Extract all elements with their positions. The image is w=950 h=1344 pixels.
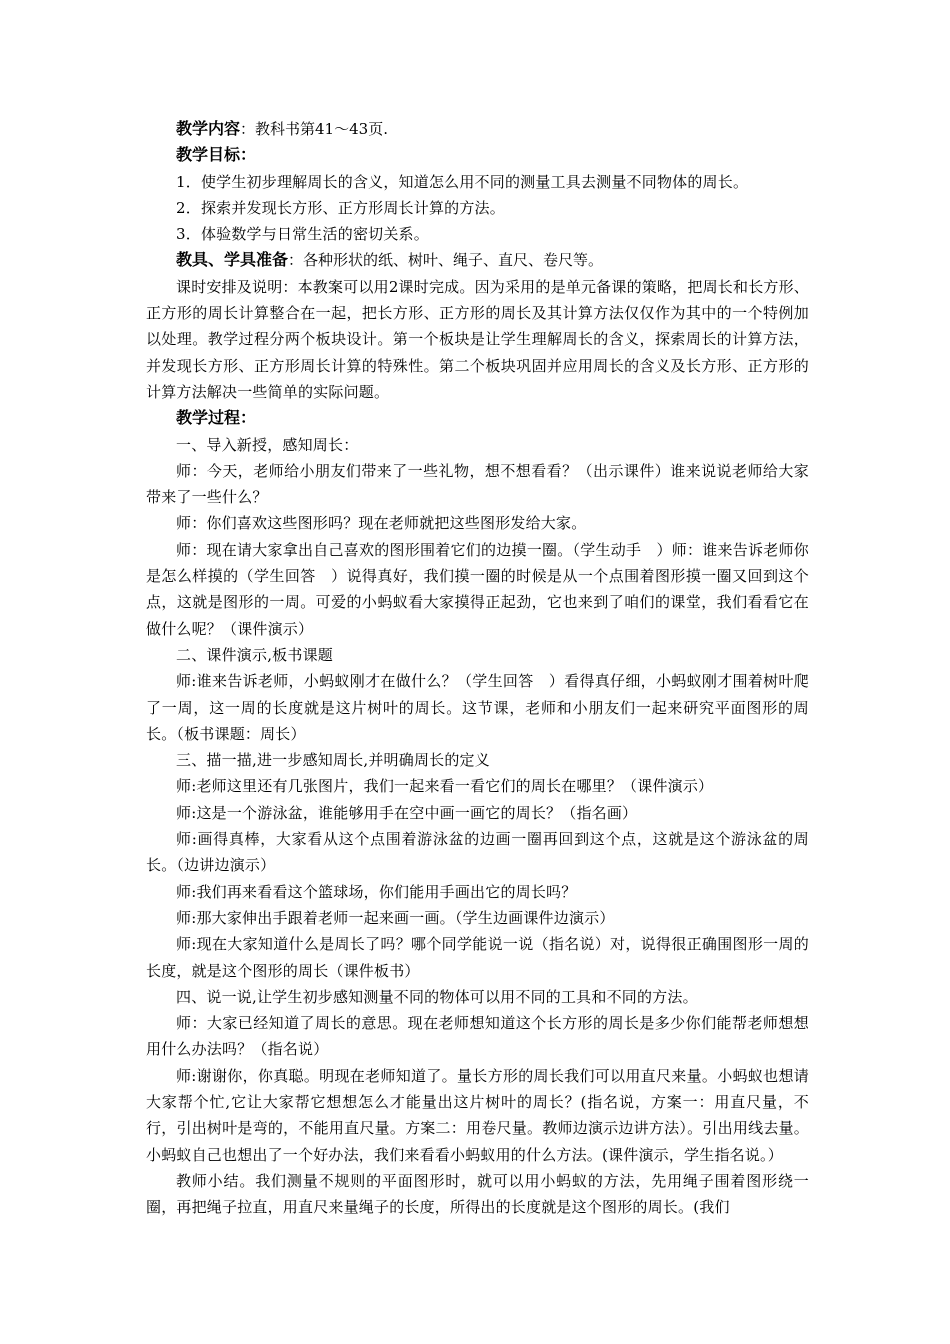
arrangement-paragraph: 课时安排及说明：本教案可以用2课时完成。因为采用的是单元备课的策略，把周长和长方形、正方形的周长计算整合在一起，把长方形、正方形的周长及其计算方法仅仅作为其中的一个特例加以处理。教学过程分两个板块设计。第一个板块是让学生理解周长的含义，探索周长的计算方法，并发现长方形、正方形周长计算的特殊性。第二个板块巩固并应用周长的含义及长方形、正方形的计算方法解决一些简单的实际问题。 bbox=[146, 277, 809, 401]
goal-item: 1．使学生初步理解周长的含义，知道怎么用不同的测量工具去测量不同物体的周长。 bbox=[176, 172, 749, 191]
content-heading: 教学内容 bbox=[176, 119, 241, 138]
goals-heading: 教学目标 bbox=[176, 145, 241, 165]
goal-item: 2．探索并发现长方形、正方形周长计算的方法。 bbox=[176, 198, 505, 217]
paragraph: 师:这是一个游泳盆，谁能够用手在空中画一画它的周长？（指名画） bbox=[176, 803, 638, 822]
paragraph: 师:谢谢你，你真聪。明现在老师知道了。量长方形的周长我们可以用直尺来量。小蚂蚁也想请大家帮个忙,它让大家帮它想想怎么才能量出这片树叶的周长？(指名说，方案一：用直尺量，不行，引出树叶是弯的，不能用直尺量。方案二：用卷尺量。教师边演示边讲方法）。引出用线去量。小蚂蚁自己也想出了一个好办法，我们来看看小蚂蚁用的什么方法。(课件演示，学生指名说。） bbox=[146, 1066, 809, 1164]
tools-text: ：各种形状的纸、树叶、绳子、直尺、卷尺等。 bbox=[288, 251, 604, 270]
paragraph: 师:现在大家知道什么是周长了吗？哪个同学能说一说（指名说）对，说得很正确围图形一周的长度，就是这个图形的周长（课件板书） bbox=[146, 935, 809, 980]
paragraph: 师：大家已经知道了周长的意思。现在老师想知道这个长方形的周长是多少你们能帮老师想想用什么办法吗？（指名说） bbox=[146, 1014, 809, 1059]
process-colon: ： bbox=[240, 408, 257, 428]
section-heading-2: 二、课件演示,板书课题 bbox=[176, 645, 333, 664]
section-heading-4: 四、说一说,让学生初步感知测量不同的物体可以用不同的工具和不同的方法。 bbox=[176, 987, 698, 1006]
content-text: ：教科书第41～43页. bbox=[240, 120, 388, 138]
lesson-plan-body bbox=[146, 116, 809, 1220]
content-line bbox=[146, 116, 809, 142]
paragraph: 教师小结。我们测量不规则的平面图形时，就可以用小蚂蚁的方法，先用绳子围着图形绕一圈，再把绳子拉直，用直尺来量绳子的长度，所得出的长度就是这个图形的周长。(我们 bbox=[146, 1171, 809, 1217]
paragraph: 师:老师这里还有几张图片，我们一起来看一看它们的周长在哪里？（课件演示） bbox=[176, 777, 714, 796]
section-heading-3: 三、描一描,进一步感知周长,并明确周长的定义 bbox=[176, 751, 490, 770]
paragraph: 师:我们再来看看这个篮球场，你们能用手画出它的周长吗？ bbox=[176, 882, 577, 901]
goal-item: 3．体验数学与日常生活的密切关系。 bbox=[176, 225, 429, 244]
section-heading-1: 一、导入新授，感知周长： bbox=[176, 435, 359, 454]
tools-line bbox=[146, 247, 809, 273]
paragraph: 师：今天，老师给小朋友们带来了一些礼物，想不想看看？（出示课件）谁来说说老师给大家带来了一些什么？ bbox=[146, 461, 809, 507]
goals-colon: ： bbox=[240, 145, 257, 165]
process-line bbox=[146, 405, 809, 431]
paragraph: 师:谁来告诉老师，小蚂蚁刚才在做什么？（学生回答 ）看得真仔细，小蚂蚁刚才围着树叶爬了一周，这一周的长度就是这片树叶的周长。这节课，老师和小朋友们一起来研究平面图形的周长。（板书课题：周长） bbox=[146, 672, 809, 743]
paragraph: 师：你们喜欢这些图形吗？现在老师就把这些图形发给大家。 bbox=[176, 514, 587, 533]
paragraph: 师:那大家伸出手跟着老师一起来画一画。（学生边画课件边演示） bbox=[176, 908, 615, 927]
tools-heading: 教具、学具准备 bbox=[176, 250, 289, 270]
process-heading: 教学过程 bbox=[176, 408, 241, 428]
goals-line bbox=[146, 142, 809, 168]
paragraph: 师：现在请大家拿出自己喜欢的图形围着它们的边摸一圈。（学生动手 ）师：谁来告诉老师你是怎么样摸的（学生回答 ）说得真好，我们摸一圈的时候是从一个点围着图形摸一圈又回到这个点，这就是图形的一周。可爱的小蚂蚁看大家摸得正起劲，它也来到了咱们的课堂，我们看看它在做什么呢？（课件演示） bbox=[146, 540, 809, 638]
paragraph: 师:画得真棒，大家看从这个点围着游泳盆的边画一圈再回到这个点，这就是这个游泳盆的周长。（边讲边演示） bbox=[146, 830, 809, 875]
